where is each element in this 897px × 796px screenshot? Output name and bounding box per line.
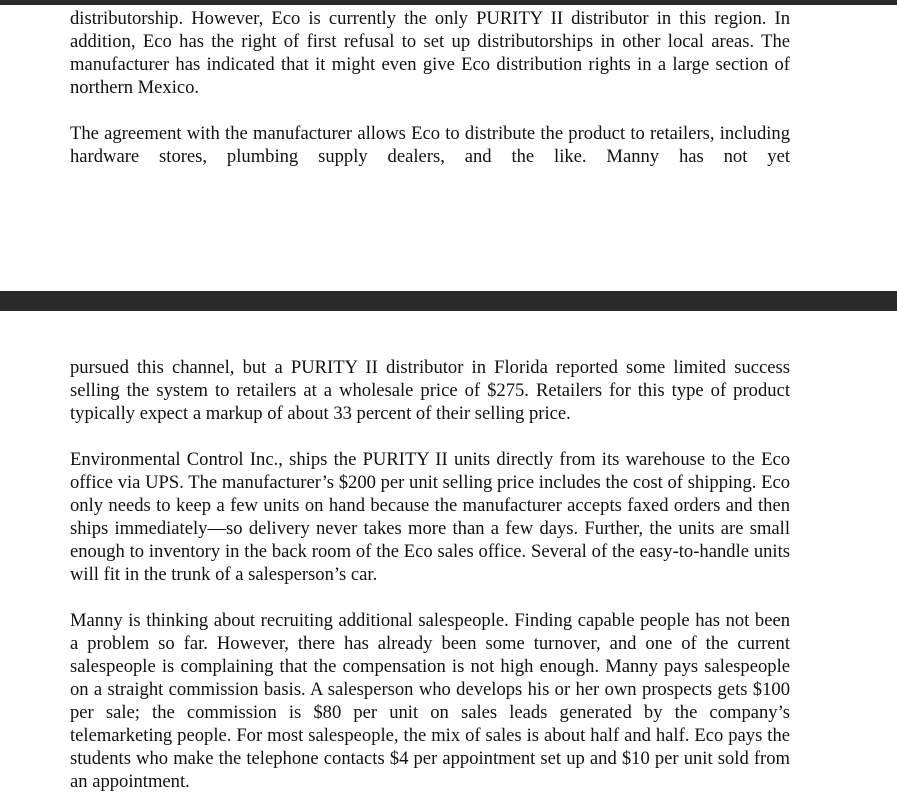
page-2-text [70,356,790,796]
paragraph: The agreement with the manufacturer allows Eco to distribute the product to retailers, including hardware stores, plumbing supply dealers, and the like. Manny has not yet [70,123,790,167]
page-separator [0,291,897,311]
paragraph: Environmental Control Inc., ships the PURITY II units directly from its warehouse to the Eco office via UPS. The manufacturer’s $200 per unit selling price includes the cost of shipping. Eco only needs to keep a few units on hand because the manufacturer accepts faxed orders and then ships immediately—so delivery never takes more than a few days. Further, the units are small enough to inventory in the back room of the Eco sales office. Several of the easy-to-handle units will fit in the trunk of a salesperson’s car. [70,449,790,585]
paragraph: pursued this channel, but a PURITY II distributor in Florida reported some limited success selling the system to retailers at a wholesale price of $275. Retailers for this type of product typically expect a markup of about 33 percent of their selling price. [70,357,790,424]
paragraph: Manny is thinking about recruiting additional salespeople. Finding capable people has not been a problem so far. However, there has already been some turnover, and one of the current salespeople is complaining that the compensation is not high enough. Manny pays salespeople on a straight commission basis. A salesperson who develops his or her own prospects gets $100 per sale; the commission is $80 per unit on sales leads generated by the company’s telemarketing people. For most salespeople, the mix of sales is about half and half. Eco pays the students who make the telephone contacts $4 per appointment set up and $10 per unit sold from an appointment. [70,610,790,792]
document-page-2 [0,311,897,796]
page-1-text [70,7,790,191]
document-page-1 [0,5,897,291]
paragraph: distributorship. However, Eco is currently the only PURITY II distributor in this region. In addition, Eco has the right of first refusal to set up distributorships in other local areas. The manufacturer has indicated that it might even give Eco distribution rights in a large section of northern Mexico. [70,8,790,98]
